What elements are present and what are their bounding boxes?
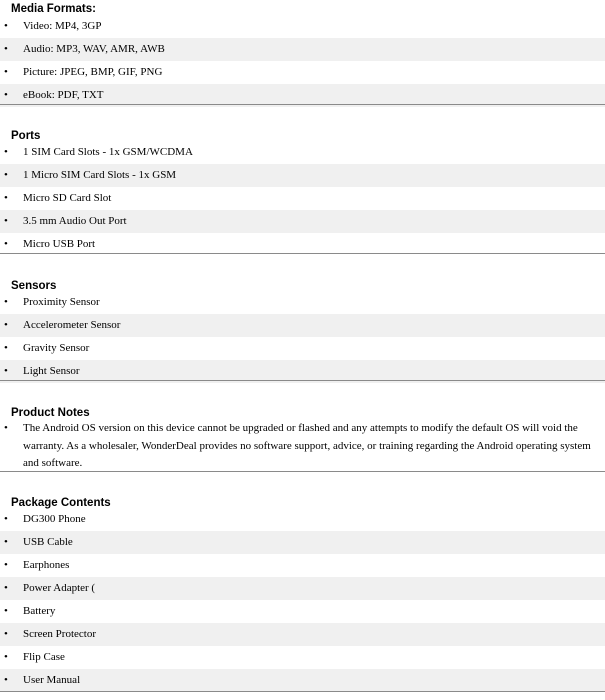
bullet-icon: • [4, 513, 8, 525]
list-item: • 1 SIM Card Slots - 1x GSM/WCDMA [0, 141, 605, 164]
list-item: • Audio: MP3, WAV, AMR, AWB [0, 38, 605, 61]
list-item: • Picture: JPEG, BMP, GIF, PNG [0, 61, 605, 84]
ports-heading: Ports [11, 130, 41, 142]
bullet-icon: • [4, 89, 8, 101]
list-item: • Gravity Sensor [0, 337, 605, 360]
section-divider [0, 104, 605, 105]
bullet-icon: • [4, 559, 8, 571]
bullet-icon: • [4, 296, 8, 308]
list-item: • USB Cable [0, 531, 605, 554]
bullet-icon: • [4, 43, 8, 55]
bullet-icon: • [4, 674, 8, 686]
list-item: • Video: MP4, 3GP [0, 15, 605, 38]
list-item: • Flip Case [0, 646, 605, 669]
bullet-icon: • [4, 192, 8, 204]
section-divider [0, 471, 605, 472]
bullet-icon: • [4, 365, 8, 377]
bullet-icon: • [4, 238, 8, 250]
section-divider [0, 253, 605, 254]
bullet-icon: • [4, 169, 8, 181]
list-item: • Light Sensor [0, 360, 605, 383]
package-contents-heading: Package Contents [11, 497, 111, 509]
bullet-icon: • [4, 20, 8, 32]
product-notes-heading: Product Notes [11, 407, 90, 419]
list-item: • Accelerometer Sensor [0, 314, 605, 337]
list-item: • Power Adapter ( [0, 577, 605, 600]
bullet-icon: • [4, 582, 8, 594]
list-item: • Screen Protector [0, 623, 605, 646]
bullet-icon: • [4, 536, 8, 548]
list-item: • Micro USB Port [0, 233, 605, 256]
bullet-icon: • [4, 146, 8, 158]
bullet-icon: • [4, 628, 8, 640]
media-formats-heading: Media Formats: [11, 3, 96, 15]
bullet-icon: • [4, 215, 8, 227]
section-divider [0, 380, 605, 381]
product-notes-text: The Android OS version on this device cannot be upgraded or flashed and any attempts to modify the default OS will void the warranty. As a wholesaler, WonderDeal provides no software support, advice, or training regarding the Android operating system and software. [23, 422, 591, 469]
bullet-icon: • [4, 422, 8, 434]
list-item: • Battery [0, 600, 605, 623]
list-item: • eBook: PDF, TXT [0, 84, 605, 107]
sensors-heading: Sensors [11, 280, 57, 292]
list-item: • 3.5 mm Audio Out Port [0, 210, 605, 233]
list-item: • Earphones [0, 554, 605, 577]
list-item: • Proximity Sensor [0, 291, 605, 314]
list-item: • DG300 Phone [0, 508, 605, 531]
list-item: • Micro SD Card Slot [0, 187, 605, 210]
bullet-icon: • [4, 319, 8, 331]
bullet-icon: • [4, 66, 8, 78]
section-divider [0, 691, 605, 692]
bullet-icon: • [4, 342, 8, 354]
list-item: • 1 Micro SIM Card Slots - 1x GSM [0, 164, 605, 187]
bullet-icon: • [4, 605, 8, 617]
list-item: • User Manual [0, 669, 605, 692]
bullet-icon: • [4, 651, 8, 663]
